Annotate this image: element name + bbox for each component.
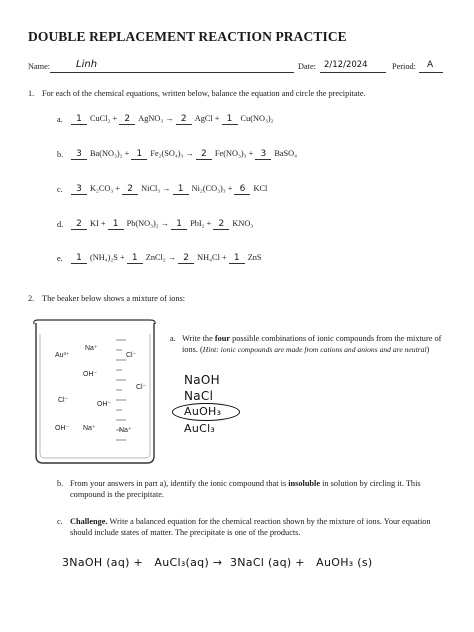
coef-blank[interactable]: 2 — [213, 220, 229, 230]
coef-blank[interactable]: 2 — [71, 220, 87, 230]
coef-blank[interactable]: 2 — [119, 115, 135, 125]
eq-term: KNO₃ — [232, 219, 254, 228]
part-c-body: Write a balanced equation for the chemical reaction shown by the mixture of ions. Your equation should include states of matter. The precipitate is one of the products. — [70, 517, 431, 537]
eq-d — [71, 218, 253, 230]
coef-blank[interactable]: 1 — [131, 150, 147, 160]
eq-term: Cu(NO₃)₂ — [240, 114, 274, 123]
part-a-letter: a. — [170, 334, 176, 343]
eq-c-letter: c. — [57, 185, 63, 194]
coef-blank[interactable]: 3 — [255, 150, 271, 160]
eq-term: K₂CO₃ + — [90, 184, 121, 193]
coef-blank[interactable]: 1 — [71, 254, 87, 264]
coef-blank[interactable]: 1 — [222, 115, 238, 125]
eq-term: ZnS — [247, 253, 262, 262]
eq-term: NH₄Cl + — [197, 253, 227, 262]
date-field[interactable] — [320, 62, 386, 73]
coef-blank[interactable]: 3 — [71, 150, 87, 160]
eq-term: BaSO₄ — [274, 149, 298, 158]
part-c-label: Challenge. — [70, 517, 108, 526]
eq-term: AgCl + — [194, 114, 220, 123]
coef-blank[interactable]: 3 — [71, 185, 87, 195]
answer-nacl: NaCl — [184, 389, 214, 403]
ion-label: Cl⁻ — [126, 352, 137, 359]
q1-number: 1. — [28, 89, 35, 98]
beaker-illustration — [30, 318, 160, 468]
ion-label: OH⁻ — [55, 425, 70, 432]
q2-number: 2. — [28, 294, 35, 303]
eq-term: Fe₂(SO₄)₃ → — [150, 149, 194, 158]
page-title: DOUBLE REPLACEMENT REACTION PRACTICE — [28, 29, 347, 44]
coef-blank[interactable]: 2 — [178, 254, 194, 264]
coef-blank[interactable]: 1 — [173, 185, 189, 195]
coef-blank[interactable]: 2 — [122, 185, 138, 195]
q2-prompt: The beaker below shows a mixture of ions: — [42, 294, 186, 303]
eq-term: Pb(NO₃)₂ → — [126, 219, 170, 228]
part-c-text — [70, 516, 444, 538]
period-label: Period: — [392, 62, 416, 71]
ion-label: Cl⁻ — [136, 384, 147, 391]
eq-term: Ba(NO₃)₂ + — [90, 149, 130, 158]
coef-blank[interactable]: 2 — [196, 150, 212, 160]
ion-label: Au³⁺ — [55, 352, 70, 359]
eq-term: Ni₂(CO₃)₃ + — [191, 184, 233, 193]
eq-c — [71, 183, 267, 195]
ion-label: Cl⁻ — [58, 397, 69, 404]
eq-b — [71, 148, 297, 160]
part-a-hint: Hint: ionic compounds are made from cations and anions and are neutral — [202, 345, 427, 354]
eq-term: ZnCl₂ → — [145, 253, 177, 262]
part-b-text — [70, 478, 450, 500]
part-b-text-pre: From your answers in part a), identify the ionic compound that is — [70, 479, 289, 488]
coef-blank[interactable]: 1 — [229, 254, 245, 264]
coef-blank[interactable]: 2 — [176, 115, 192, 125]
part-a-text-end: ) — [426, 345, 430, 354]
eq-term: NiCl₃ → — [141, 184, 171, 193]
part-a-text — [182, 333, 444, 355]
eq-a — [71, 113, 274, 125]
part-b-text-post: in solution by circling it. This compound is the precipitate. — [70, 479, 421, 499]
coef-blank[interactable]: 1 — [71, 115, 87, 125]
eq-term: KCl — [253, 184, 268, 193]
ion-label: OH⁻ — [83, 371, 98, 378]
eq-term: Fe(NO₃)₃ + — [214, 149, 254, 158]
coef-blank[interactable]: 1 — [171, 220, 187, 230]
part-c-answer: 3NaOH (aq) + AuCl₃(aq) → 3NaCl (aq) + AuOH₃ (s) — [62, 556, 373, 569]
eq-term: CuCl₂ + — [90, 114, 118, 123]
coef-blank[interactable]: 1 — [127, 254, 143, 264]
eq-term: KI + — [90, 219, 106, 228]
ion-label: OH⁻ — [97, 401, 112, 408]
eq-d-letter: d. — [57, 220, 64, 229]
ion-label: Na⁺ — [119, 427, 132, 434]
date-value: 2/12/2024 — [324, 60, 368, 70]
eq-term: (NH₄)₂S + — [90, 253, 125, 262]
name-label: Name: — [28, 62, 51, 71]
period-field[interactable] — [419, 62, 443, 73]
name-value: Linh — [76, 59, 98, 70]
period-value: A — [427, 60, 434, 70]
eq-e — [71, 252, 262, 264]
coef-blank[interactable]: 6 — [234, 185, 250, 195]
part-c-letter: c. — [57, 517, 63, 526]
ion-label: Na⁺ — [85, 345, 98, 352]
answer-naoh: NaOH — [184, 373, 220, 387]
answer-auoh3: AuOH₃ — [184, 405, 222, 418]
part-a-text-pre: Write the — [182, 334, 215, 343]
eq-e-letter: e. — [57, 254, 63, 263]
q1-prompt: For each of the chemical equations, written below, balance the equation and circle the precipitate. — [42, 89, 366, 98]
coef-blank[interactable]: 1 — [108, 220, 124, 230]
eq-term: PbI₂ + — [190, 219, 212, 228]
part-a-text-bold: four — [214, 334, 231, 343]
eq-term: AgNO₃ → — [138, 114, 174, 123]
ion-label: Na⁺ — [83, 425, 96, 432]
answer-aucl3: AuCl₃ — [184, 422, 216, 435]
date-label: Date: — [298, 62, 316, 71]
part-a-text-post: possible combinations of ionic compounds from the mixture of ions. ( — [182, 334, 442, 354]
eq-a-letter: a. — [57, 115, 63, 124]
eq-b-letter: b. — [57, 150, 64, 159]
part-b-letter: b. — [57, 479, 64, 488]
name-field[interactable] — [50, 59, 294, 73]
part-b-text-bold: insoluble — [288, 479, 321, 488]
